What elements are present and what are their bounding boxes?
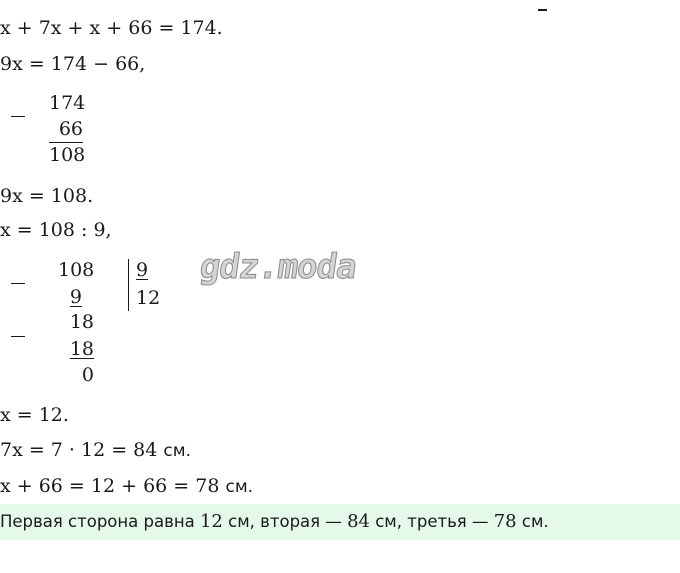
equation-line-1: [0, 16, 223, 40]
answer-part-2: см, вторая —: [222, 512, 348, 531]
subtraction-subtrahend: 66: [58, 118, 83, 140]
answer-part-3: см, третья —: [369, 512, 494, 531]
division-remainder: 0: [81, 364, 94, 386]
subtraction-result: 108: [49, 144, 86, 166]
division-step2-subtrahend-value: 18: [69, 338, 94, 360]
division-dividend: 108: [58, 259, 95, 281]
equation-line-5: [0, 403, 69, 427]
equation-line-6: [0, 438, 191, 463]
division-divisor: [136, 258, 160, 282]
answer-second-value: 84: [347, 511, 370, 532]
answer-third-value: 78: [493, 511, 517, 532]
equation-7-text: x + 66 = 12 + 66 = 78: [0, 475, 220, 497]
equation-4-text: x = 108 : 9,: [0, 219, 112, 241]
equation-3-text: 9x = 108.: [0, 185, 94, 207]
equation-7-unit: см.: [225, 477, 254, 497]
equation-line-2: [0, 52, 145, 76]
answer-part-4: см.: [516, 512, 549, 531]
division-step2-remainder: 18: [69, 311, 94, 333]
equation-line-7: [0, 474, 253, 499]
division-minus-sign-1: [11, 283, 25, 284]
division-step1-subtrahend-value: 9: [69, 286, 82, 308]
equation-5-text: x = 12.: [0, 404, 69, 426]
equation-2-text: 9x = 174 − 66,: [0, 53, 146, 75]
answer-banner: [0, 504, 680, 540]
gdz-moda-watermark: gdz.moda: [197, 247, 359, 287]
division-bracket: [128, 259, 129, 311]
equation-6-unit: см.: [163, 441, 191, 461]
subtraction-minus-sign: [11, 116, 25, 117]
division-minus-sign-2: [11, 336, 25, 337]
equation-line-3: [0, 184, 93, 208]
corner-dash-mark: [538, 9, 547, 11]
answer-first-value: 12: [199, 511, 223, 532]
division-divisor-value: 9: [136, 259, 149, 281]
equation-6-text: 7x = 7 · 12 = 84: [0, 439, 158, 461]
equation-1-text: x + 7x + x + 66 = 174.: [0, 17, 223, 39]
subtraction-minuend: 174: [49, 92, 86, 114]
equation-line-4: [0, 218, 112, 242]
answer-part-1: Первая сторона равна: [0, 512, 200, 531]
division-quotient: 12: [136, 287, 161, 309]
division-step1-subtrahend: [58, 285, 82, 309]
division-step2-subtrahend: [58, 337, 94, 361]
